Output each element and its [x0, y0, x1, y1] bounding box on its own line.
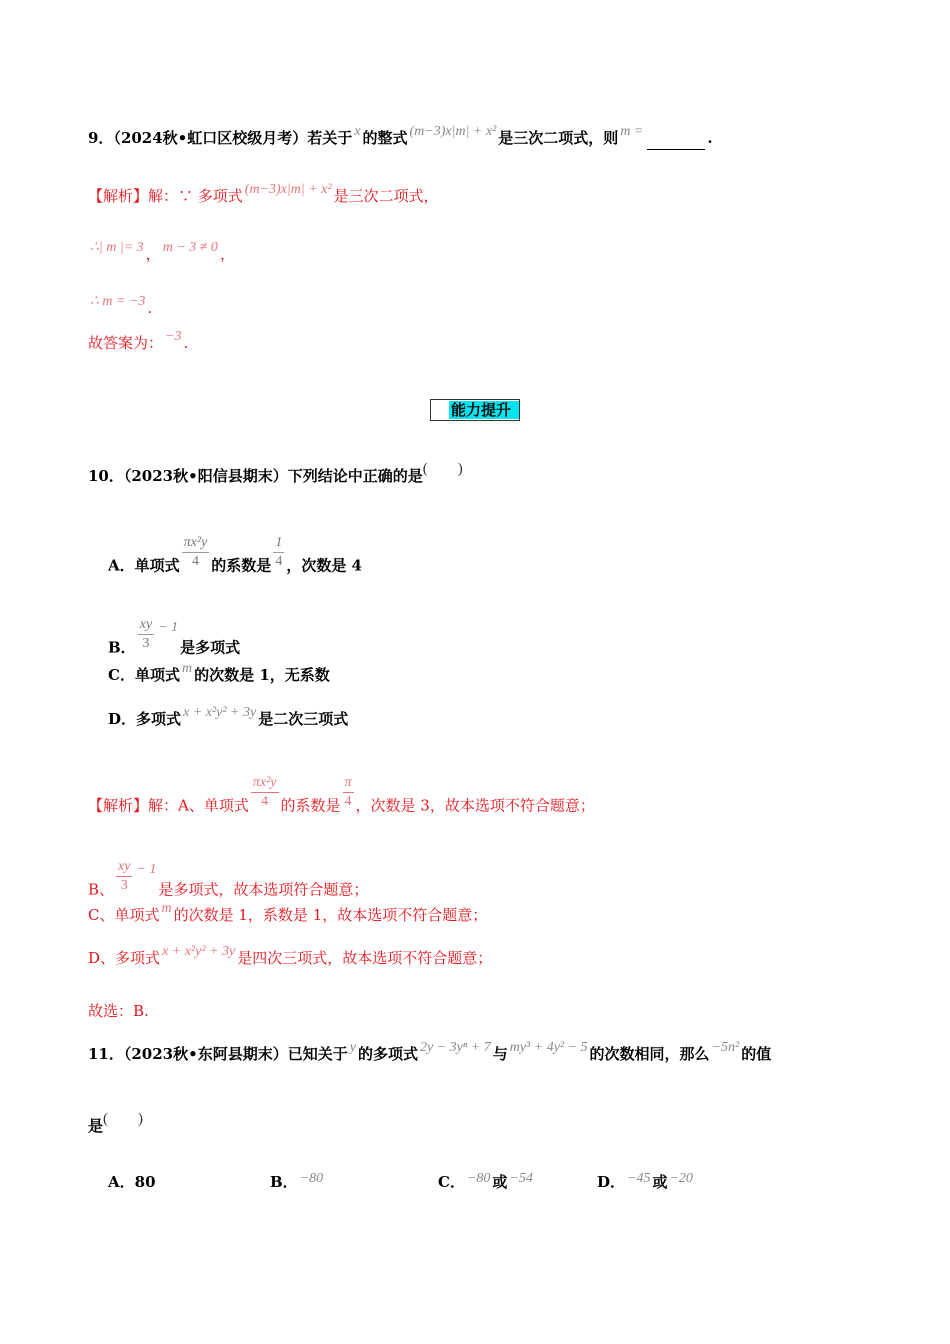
fraction-numerator: 1: [273, 534, 284, 553]
question-number: 11．: [88, 1045, 124, 1063]
solution-label: 【解析】: [88, 187, 149, 205]
fraction-denominator: 4: [261, 794, 269, 809]
math-expression: x + x²y² + 3y: [183, 705, 257, 720]
solution-text: 故选：B.: [88, 1002, 149, 1020]
solution-text: 故答案为：: [88, 334, 164, 352]
option-11-B: [270, 1172, 325, 1194]
solution-text: ，: [145, 245, 161, 263]
math-var: m: [161, 901, 172, 916]
question-source: （2024秋•虹口区校级月考）: [113, 129, 308, 147]
question-text: 是三次二项式，则: [498, 129, 619, 147]
solution-text: 是三次二项式，: [333, 187, 439, 205]
question-source: （2023秋•阳信县期末）: [123, 467, 288, 485]
option-text: 的次数是 1，无系数: [194, 666, 330, 684]
option-10-C: [108, 661, 330, 687]
option-label: A．: [108, 1173, 135, 1191]
option-label: A．: [108, 556, 135, 575]
solution-text: ，: [219, 245, 235, 263]
option-label: B．: [108, 638, 136, 657]
math-expression: ∴| m |= 3: [90, 240, 144, 255]
question-source: （2023秋•东阿县期末）: [123, 1045, 288, 1063]
math-expression: m − 3 ≠ 0: [162, 240, 218, 255]
solution-10-B: [88, 859, 369, 909]
math-expression: − 1: [136, 861, 157, 877]
question-number: 10．: [88, 467, 124, 485]
question-text: 已知关于: [287, 1045, 348, 1063]
math-expression: (m−3)x|m| + x²: [409, 124, 497, 139]
question-text: 与: [492, 1045, 508, 1063]
option-text: 或: [492, 1173, 508, 1191]
question-10: [88, 461, 463, 487]
option-10-A: [108, 535, 362, 585]
solution-text: .: [183, 334, 189, 352]
question-9: [88, 124, 713, 150]
option-text: 是二次三项式: [258, 710, 349, 728]
answer-paren: ( ): [422, 461, 463, 477]
fraction-denominator: 4: [344, 794, 352, 809]
fraction-numerator: πx²y: [251, 774, 279, 793]
math-expression: (m−3)x|m| + x²: [244, 182, 332, 197]
option-text: 或: [652, 1173, 668, 1191]
option-11-D: [597, 1172, 695, 1194]
option-text: 多项式: [136, 710, 182, 728]
math-fraction: [273, 534, 284, 571]
fraction-numerator: xy: [116, 858, 132, 877]
option-11-A: [108, 1172, 156, 1192]
math-fraction: [182, 534, 210, 571]
solution-9-line-3: [88, 294, 153, 320]
option-value: 80: [134, 1173, 156, 1191]
solution-text: .: [147, 299, 153, 317]
math-fraction: [251, 774, 279, 811]
math-expression: − 1: [158, 619, 179, 635]
math-expression: my³ + 4y² − 5: [509, 1040, 588, 1055]
solution-text: 解：A、单项式: [148, 796, 249, 815]
math-expression: ∴ m = −3: [90, 294, 146, 309]
option-text: 单项式: [134, 556, 180, 575]
solution-9-answer: [88, 329, 189, 355]
answer-blank: [647, 135, 705, 150]
solution-10-A: [88, 775, 595, 825]
question-11: [88, 1040, 772, 1066]
solution-text: 是多项式，故本选项符合题意；: [158, 880, 369, 899]
question-text: 的整式: [362, 129, 408, 147]
fraction-numerator: πx²y: [182, 534, 210, 553]
math-fraction: [116, 858, 132, 895]
option-text: 单项式: [134, 666, 180, 684]
fraction-denominator: 4: [191, 554, 199, 569]
section-banner: [430, 399, 520, 421]
math-expression: 2y − 3yⁿ + 7: [419, 1040, 491, 1055]
option-10-B: [108, 617, 241, 667]
answer-paren: ( ): [103, 1111, 144, 1127]
question-text: 若关于: [307, 129, 353, 147]
option-value: −20: [669, 1171, 693, 1186]
question-text: 的值: [741, 1045, 772, 1063]
fraction-numerator: xy: [138, 616, 154, 635]
question-text: 的多项式: [357, 1045, 418, 1063]
solution-text: 的系数是: [280, 796, 341, 815]
solution-text: D、多项式: [88, 949, 161, 967]
option-label: D．: [597, 1173, 626, 1191]
solution-10-final: [88, 1001, 149, 1021]
solution-text: 的次数是 1，系数是 1，故本选项不符合题意；: [173, 906, 488, 924]
fraction-denominator: 4: [275, 554, 283, 569]
option-value: −80: [466, 1171, 491, 1186]
solution-label: 【解析】: [88, 796, 149, 815]
solution-text: 解：∵ 多项式: [148, 187, 243, 205]
solution-text: B、: [88, 880, 115, 899]
option-10-D: [108, 705, 349, 731]
solution-9-line-2: [88, 240, 235, 266]
solution-text: 是四次三项式，故本选项不符合题意；: [237, 949, 493, 967]
option-label: D．: [108, 710, 137, 728]
solution-text: C、单项式: [88, 906, 160, 924]
math-var: m =: [620, 124, 644, 139]
option-11-C: [438, 1172, 535, 1194]
fraction-denominator: 3: [142, 636, 150, 651]
option-text: 是多项式: [180, 638, 241, 657]
fraction-denominator: 3: [120, 878, 128, 893]
question-text: 下列结论中正确的是: [287, 467, 423, 485]
math-var: x: [354, 124, 361, 139]
section-title: 能力提升: [451, 401, 512, 419]
option-label: C．: [438, 1173, 465, 1191]
option-label: C．: [108, 666, 135, 684]
math-fraction: [343, 774, 354, 811]
math-expression: −5n²: [711, 1040, 740, 1055]
option-value: −54: [509, 1171, 533, 1186]
option-value: −80: [299, 1171, 324, 1186]
question-11-line-2: [88, 1111, 144, 1137]
solution-text: ，次数是 3，故本选项不符合题意；: [355, 796, 595, 815]
question-text: 的次数相同，那么: [589, 1045, 710, 1063]
solution-10-C: [88, 901, 488, 927]
option-text: 的系数是: [211, 556, 272, 575]
math-var: y: [349, 1040, 356, 1055]
math-var: m: [181, 661, 193, 676]
math-fraction: [138, 616, 154, 653]
solution-9-line-1: [88, 182, 439, 208]
option-value: −45: [627, 1171, 651, 1186]
option-label: B．: [270, 1173, 298, 1191]
math-expression: x + x²y² + 3y: [162, 944, 236, 959]
math-expression: −3: [165, 329, 182, 344]
option-text: ，次数是 4: [286, 556, 362, 575]
question-text: 是: [88, 1117, 104, 1135]
fraction-numerator: π: [343, 774, 354, 793]
question-number: 9．: [88, 129, 114, 147]
question-text: .: [707, 129, 713, 147]
solution-10-D: [88, 944, 493, 970]
